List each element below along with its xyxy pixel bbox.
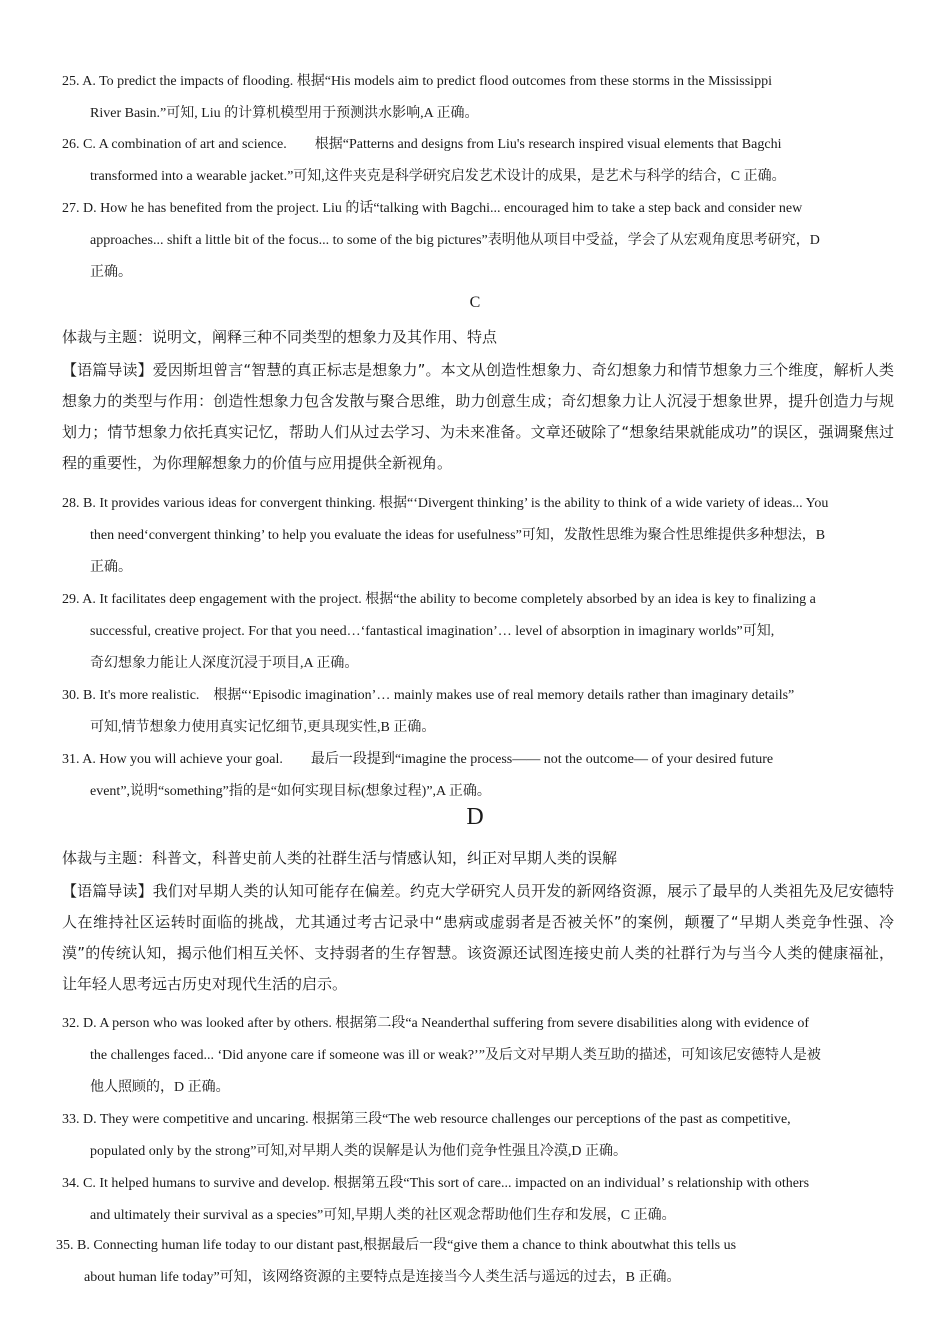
answer-29-line-3: 奇幻想象力能让人深度沉浸于项目,A 正确。 — [90, 656, 359, 671]
answer-31 — [62, 744, 892, 808]
answer-28 — [62, 488, 892, 584]
answer-30 — [62, 680, 892, 744]
answer-25-line-2: River Basin.”可知, Liu 的计算机模型用于预测洪水影响,A 正确。 — [90, 106, 479, 121]
answer-26 — [62, 129, 892, 193]
answer-35-line-1: 35. B. Connecting human life today to our distant past,根据最后一段“give them a chance to think aboutwhat this tells us — [56, 1238, 737, 1253]
answer-31-line-1: 31. A. How you will achieve your goal. 最后一段提到“imagine the process—— not the outcome— of your desired future — [62, 752, 774, 767]
answer-26-line-2: transformed into a wearable jacket.”可知,这件夹克是科学研究启发艺术设计的成果，是艺术与科学的结合，C 正确。 — [90, 169, 786, 184]
answer-35-line-2: about human life today”可知，该网络资源的主要特点是连接当今人类生活与遥远的过去，B 正确。 — [84, 1270, 681, 1285]
answer-30-line-2: 可知,情节想象力使用真实记忆细节,更具现实性,B 正确。 — [90, 720, 436, 735]
answer-33-line-2: populated only by the strong”可知,对早期人类的误解是认为他们竞争性强且冷漠,D 正确。 — [90, 1144, 628, 1159]
answer-32-line-1: 32. D. A person who was looked after by others. 根据第二段“a Neanderthal suffering from severe disabilities along with evidence of — [62, 1016, 809, 1031]
answer-27-line-1: 27. D. How he has benefited from the project. Liu 的话“talking with Bagchi... encouraged him to take a step back and consider new — [62, 201, 803, 216]
answer-33-line-1: 33. D. They were competitive and uncaring. 根据第三段“The web resource challenges our perceptions of the past as competitive, — [62, 1112, 791, 1127]
answer-35 — [56, 1230, 892, 1294]
answer-27-line-2: approaches... shift a little bit of the focus... to some of the big pictures”表明他从项目中受益，学会了从宏观角度思考研究，D — [90, 233, 820, 248]
section-d-guide: 【语篇导读】我们对早期人类的认知可能存在偏差。约克大学研究人员开发的新网络资源，展示了最早的人类祖先及尼安德特人在维持社区运转时面临的挑战，尤其通过考古记录中“患病或虚弱者是否被关怀”的案例，颠覆了“早期人类竞争性强、冷漠”的传统认知，揭示他们相互关怀、支持弱者的生存智慧。该资源还试图连接史前人类的社群行为与当今人类的健康福祉，让年轻人思考远古历史对现代生活的启示。 — [62, 882, 894, 993]
answer-27 — [62, 193, 892, 289]
answer-25-line-1: 25. A. To predict the impacts of flooding. 根据“His models aim to predict flood outcomes from these storms in the Mississippi — [62, 74, 772, 89]
section-d-title: D — [466, 804, 484, 830]
answer-34-line-2: and ultimately their survival as a species”可知,早期人类的社区观念帮助他们生存和发展，C 正确。 — [90, 1208, 676, 1223]
answer-30-line-1: 30. B. It's more realistic. 根据“‘Episodic imagination’… mainly makes use of real memory details rather than imaginary details” — [62, 688, 795, 703]
answer-26-line-1: 26. C. A combination of art and science. 根据“Patterns and designs from Liu's research inspired visual elements that Bagchi — [62, 137, 782, 152]
answer-34-line-1: 34. C. It helped humans to survive and develop. 根据第五段“This sort of care... impacted on an individual’ s relationship with others — [62, 1176, 810, 1191]
section-c-genre: 体裁与主题：说明文，阐释三种不同类型的想象力及其作用、特点 — [62, 328, 498, 346]
answer-32 — [62, 1008, 892, 1104]
answer-29 — [62, 584, 892, 680]
section-d-genre: 体裁与主题：科普文，科普史前人类的社群生活与情感认知，纠正对早期人类的误解 — [62, 849, 618, 867]
answer-25 — [62, 66, 892, 130]
section-c-guide: 【语篇导读】爱因斯坦曾言“智慧的真正标志是想象力”。本文从创造性想象力、奇幻想象力和情节想象力三个维度，解析人类想象力的类型与作用：创造性想象力包含发散与聚合思维，助力创意生成；奇幻想象力让人沉浸于想象世界，提升创造力与规划力；情节想象力依托真实记忆，帮助人们从过去学习、为未来准备。文章还破除了“想象结果就能成功”的误区，强调聚焦过程的重要性，为你理解想象力的价值与应用提供全新视角。 — [62, 361, 894, 472]
answer-28-line-3: 正确。 — [90, 560, 132, 575]
answer-33 — [62, 1104, 892, 1168]
answer-28-line-1: 28. B. It provides various ideas for convergent thinking. 根据“‘Divergent thinking’ is the ability to think of a wide variety of ideas... You — [62, 496, 829, 511]
answer-31-line-2: event”,说明“something”指的是“如何实现目标(想象过程)”,A 正确。 — [90, 784, 491, 799]
answer-29-line-2: successful, creative project. For that you need…‘fantastical imagination’… level of absorption in imaginary worlds”可知, — [90, 624, 775, 639]
answer-32-line-3: 他人照顾的，D 正确。 — [90, 1080, 230, 1095]
answer-34 — [62, 1168, 892, 1232]
section-c-title: C — [469, 294, 481, 311]
answer-28-line-2: then need‘convergent thinking’ to help you evaluate the ideas for usefulness”可知，发散性思维为聚合性思维提供多种想法，B — [90, 528, 826, 543]
answer-27-line-3: 正确。 — [90, 265, 132, 280]
answer-29-line-1: 29. A. It facilitates deep engagement with the project. 根据“the ability to become completely absorbed by an idea is key to finalizing a — [62, 592, 816, 607]
answer-32-line-2: the challenges faced... ‘Did anyone care if someone was ill or weak?’”及后文对早期人类互助的描述，可知该尼安德特人是被 — [90, 1048, 821, 1063]
